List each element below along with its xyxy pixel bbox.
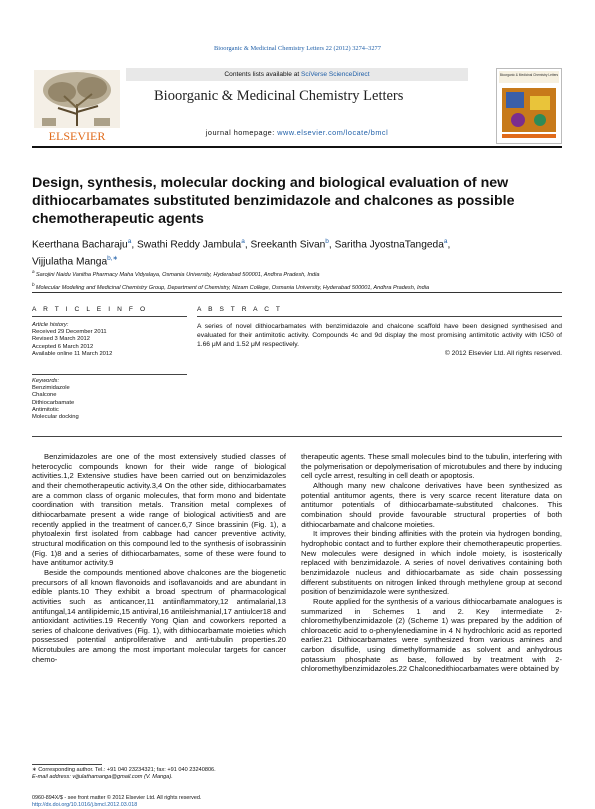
journal-title: Bioorganic & Medicinal Chemistry Letters	[154, 88, 404, 104]
author-name[interactable]: Sreekanth Sivan	[250, 239, 326, 251]
keyword: Antimitotic	[32, 406, 59, 413]
author-affiliation-marker: a	[443, 238, 448, 245]
keywords-rule	[32, 374, 187, 375]
history-item: Available online 11 March 2012	[32, 350, 113, 357]
journal-citation[interactable]: Bioorganic & Medicinal Chemistry Letters 22 (2012) 3274–3277	[214, 45, 381, 52]
issn-line: 0960-894X/$ - see front matter © 2012 Elsevier Ltd. All rights reserved.	[32, 795, 202, 801]
keywords	[32, 378, 187, 421]
history-item: Revised 3 March 2012	[32, 336, 90, 343]
article-title: Design, synthesis, molecular docking and biological evaluation of new dithiocarbamates substituted benzimidazole and chalcones as possible chemotherapeutic agents	[32, 175, 515, 227]
affiliation-line	[32, 280, 562, 293]
author-affiliation-marker: a	[127, 238, 132, 245]
cover-title: Bioorganic & Medicinal Chemistry Letters	[499, 73, 559, 77]
affiliation-rule	[32, 292, 562, 293]
abstract-rule	[197, 316, 562, 317]
author-name[interactable]: Keerthana Bacharaju	[32, 239, 128, 251]
author-separator: ,	[328, 239, 335, 251]
homepage-link[interactable]: www.elsevier.com/locate/bmcl	[277, 128, 389, 137]
keyword: Molecular docking	[32, 414, 79, 421]
affiliation-text: Molecular Modeling and Medicinal Chemistry Group, Department of Chemistry, Nizam College, Osmania University, Hyderabad 500001, Andhra Pradesh, India	[35, 284, 430, 291]
body-paragraph: therapeutic agents. These small molecules bind to the tubulin, interfering with the polymerisation or depolymerisation of microtubules and there by inducing cell cycle arrest, resulting in cell death or apoptosis.	[301, 452, 562, 481]
footnote-corresponding: ∗ Corresponding author. Tel.: +91 040 23234321; fax: +91 040 23240806.	[32, 767, 216, 773]
body-paragraph: Route applied for the synthesis of a various dithiocarbamate analogues is summarized in Schemes 1 and 2. Key intermediate 2-chloromethylbenzimidazole (2) (Scheme 1) was prepared by the addition of chloroacetic acid to o-phenylenediamine in 4 N hydrochloric acid as reported earlier.21 Dithiocarbamates were synthesized from various amines and carbon disulfide, using dimethylformamide as solvent and anhydrous potassium phosphate as base, followed by treatment with 2-chloromethylbenzimidazoles.22 Chalconedithiocarbamates were obtained by	[301, 596, 562, 674]
issn-doi	[32, 795, 286, 809]
history-item: Received 29 December 2011	[32, 329, 107, 336]
history-label: Article history:	[32, 322, 69, 328]
author-affiliation-marker: a	[241, 238, 245, 245]
author-affiliation-marker: b,∗	[107, 255, 119, 263]
body-paragraph: It improves their binding affinities with the protein via hydrogen bonding, hydrophobic contact and to further explore their chemotherapeutic properties. New molecules were designed in which indole moiety, is isosterically replaced with benzimidazole. A series of novel derivatives containing both benzimidazole nucleus and dithiocarbamate as side chain possessing different substituents on nitrogen linked through methylene group at second position of benzimidazole were synthesized.	[301, 529, 562, 597]
corresponding-author-footnote	[32, 767, 286, 782]
elsevier-wordmark: ELSEVIER	[48, 129, 106, 143]
doi-link[interactable]: http://dx.doi.org/10.1016/j.bmcl.2012.03.018	[32, 802, 138, 808]
abstract-copyright: © 2012 Elsevier Ltd. All rights reserved.	[444, 350, 562, 357]
body-paragraph: Although many new chalcone derivatives have been synthesized as potential antitumor agents, there is very scarce recent literature data on antitumor potentials of dithiocarbamate-substituted chalcones. This combination should provide favourable structural properties of both dithiocarbamate and chalcone moieties.	[301, 480, 562, 529]
abstract-text: A series of novel dithiocarbamates with benzimidazole and chalcone scaffold have been designed synthesised and evaluated for their antimitotic activity. Compounds 4c and 9d display the most promising antimitotic activity with IC50 of 1.66 μM and 1.52 μM respectively.	[197, 323, 562, 349]
body-paragraph: Beside the compounds mentioned above chalcones are the biogenetic precursors of all known flavonoids and isoflavanoids and are abundant in edible plants.10 They exhibit a broad spectrum of pharmacological activities such as anticancer,11 antiinflammatory,12 antimalarial,13 antifungal,14 antilipidemic,15 antiviral,16 antileishmanial,17 antiulcer18 and antioxidant activities.19 Recently Yong Qian and coworkers reported a series of chalcone derivatives (Fig. 1), with dithiocarbamate moieties which possessed potential antiproliferative and anti-tubulin properties.20 Microtubules are among the most important molecular targets for cancer chemo-	[32, 567, 286, 664]
sciencedirect-link[interactable]: SciVerse ScienceDirect	[301, 71, 370, 78]
affiliation-text: Sarojini Naidu Vanitha Pharmacy Maha Vidyalaya, Osmania University, Hyderabad 500001, Andhra Pradesh, India	[35, 271, 320, 278]
author-list	[32, 235, 562, 270]
author-name[interactable]: Vijjulatha Manga	[32, 256, 108, 268]
article-info-rule	[32, 316, 187, 317]
footnote-email[interactable]: E-mail address: vijjulathamanga@gmail.com (V. Manga).	[32, 774, 173, 781]
abstract-heading: A B S T R A C T	[197, 306, 283, 313]
body-column-left	[32, 452, 286, 664]
keywords-label: Keywords:	[32, 378, 60, 384]
author-separator: ,	[244, 239, 251, 251]
body-column-right	[301, 452, 562, 674]
keyword: Chalcone	[32, 392, 57, 399]
article-history	[32, 322, 187, 358]
affiliation-marker: b	[32, 281, 36, 287]
author-name[interactable]: Saritha JyostnaTangeda	[334, 239, 444, 251]
body-paragraph: Benzimidazoles are one of the most extensively studied classes of heterocyclic compounds known for their wide range of biological activities.1,2 Extensive studies have been carried out on benzimidazoles and their chemotherapeutic activity.3,4 On the other side, dithiocarbamates are a common class of organic molecules, that form mono and bidentate coordination with transition metals. Transition metal complexes of dithiocarbamate present a wide range of biological activities5 and are recently applied in the treatment of cancer.6,7 Since brassinin (Fig. 1), a phytoalexin first isolated from cabbage had cancer preventive activity, structural modification on this compound led to the synthesis of isobrassinin (Fig. 1)8 and a series of dithiocarbamates, some of these were found to have antitumor activity.9	[32, 452, 286, 568]
abstract-bottom-rule	[32, 436, 562, 437]
journal-homepage	[126, 128, 468, 137]
article-info-heading: A R T I C L E I N F O	[32, 306, 148, 313]
keyword: Benzimidazole	[32, 385, 70, 392]
keyword: Dithiocarbamate	[32, 399, 75, 406]
journal-header	[32, 68, 562, 144]
history-item: Accepted 6 March 2012	[32, 343, 94, 350]
footnote-rule	[32, 764, 102, 765]
contents-prefix: Contents lists available at	[224, 71, 302, 78]
author-separator: ,	[447, 239, 451, 251]
author-name[interactable]: Swathi Reddy Jambula	[137, 239, 242, 251]
elsevier-logo[interactable]	[32, 68, 122, 144]
affiliation-line	[32, 267, 562, 280]
contents-bar	[126, 68, 468, 81]
affiliations	[32, 267, 562, 293]
homepage-prefix: journal homepage:	[205, 128, 278, 137]
affiliation-marker: a	[32, 269, 36, 274]
author-affiliation-marker: b	[325, 238, 329, 245]
author-separator: ,	[131, 239, 138, 251]
header-rule	[32, 146, 562, 148]
journal-cover-thumbnail[interactable]	[496, 68, 562, 144]
